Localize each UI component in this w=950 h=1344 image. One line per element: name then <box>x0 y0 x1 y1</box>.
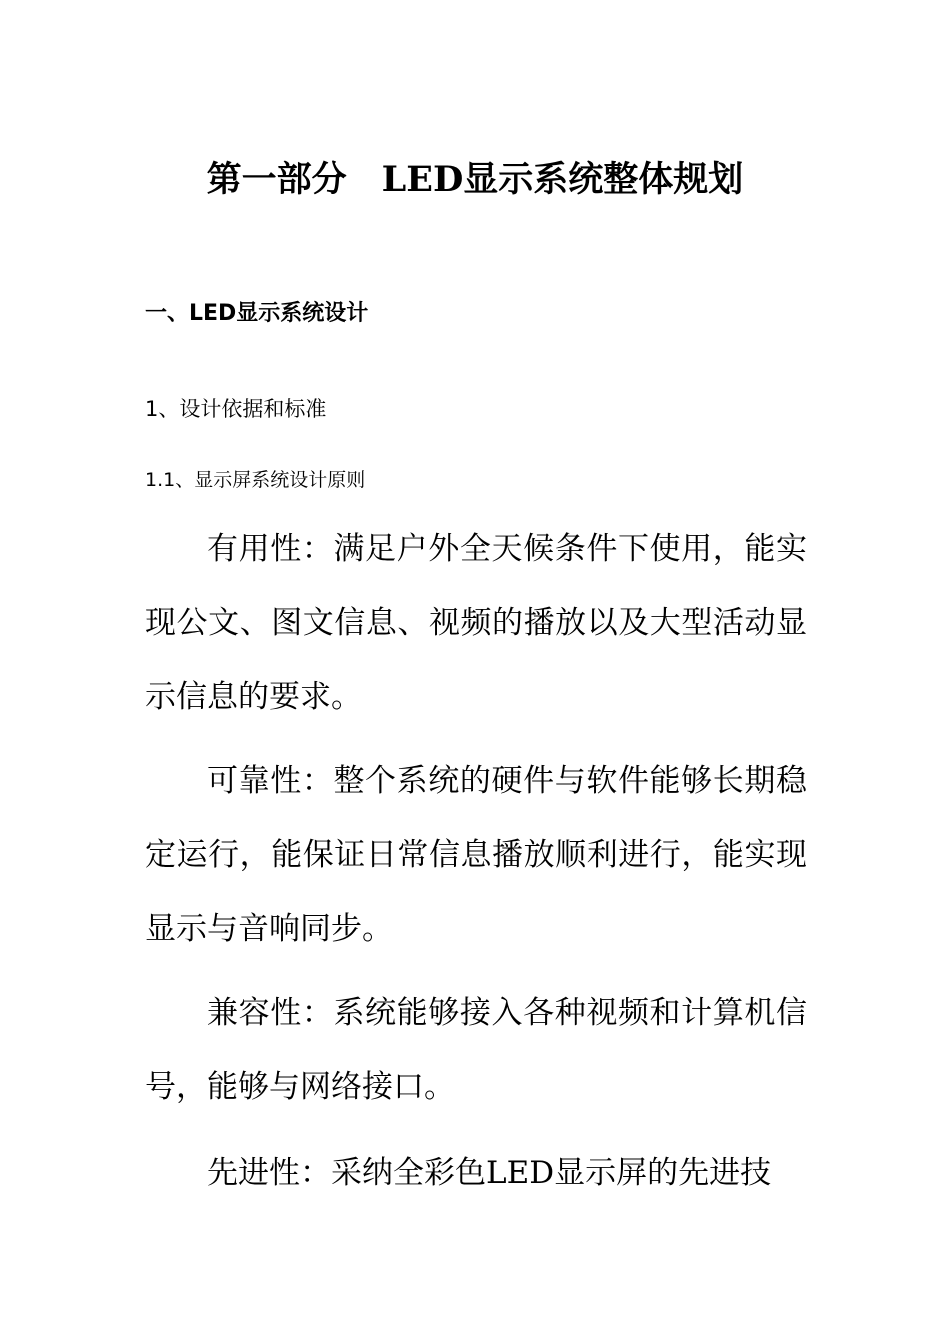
paragraph-usability: 有用性：满足户外全天候条件下使用，能实现公文、图文信息、视频的播放以及大型活动显示信息的要求。 <box>145 531 807 715</box>
subsection-heading: 1、设计依据和标准 <box>145 397 327 421</box>
subsubsection-heading: 1.1、显示屏系统设计原则 <box>145 469 366 491</box>
paragraph-compatibility: 兼容性：系统能够接入各种视频和计算机信号，能够与网络接口。 <box>145 995 807 1105</box>
section-heading: 一、LED显示系统设计 <box>145 301 369 326</box>
paragraph-reliability: 可靠性：整个系统的硬件与软件能够长期稳定运行，能保证日常信息播放顺利进行，能实现显示与音响同步。 <box>145 763 807 947</box>
page-title: 第一部分 LED显示系统整体规划 <box>206 159 744 200</box>
paragraph-advancement: 先进性：采纳全彩色LED显示屏的先进技 <box>207 1155 772 1191</box>
